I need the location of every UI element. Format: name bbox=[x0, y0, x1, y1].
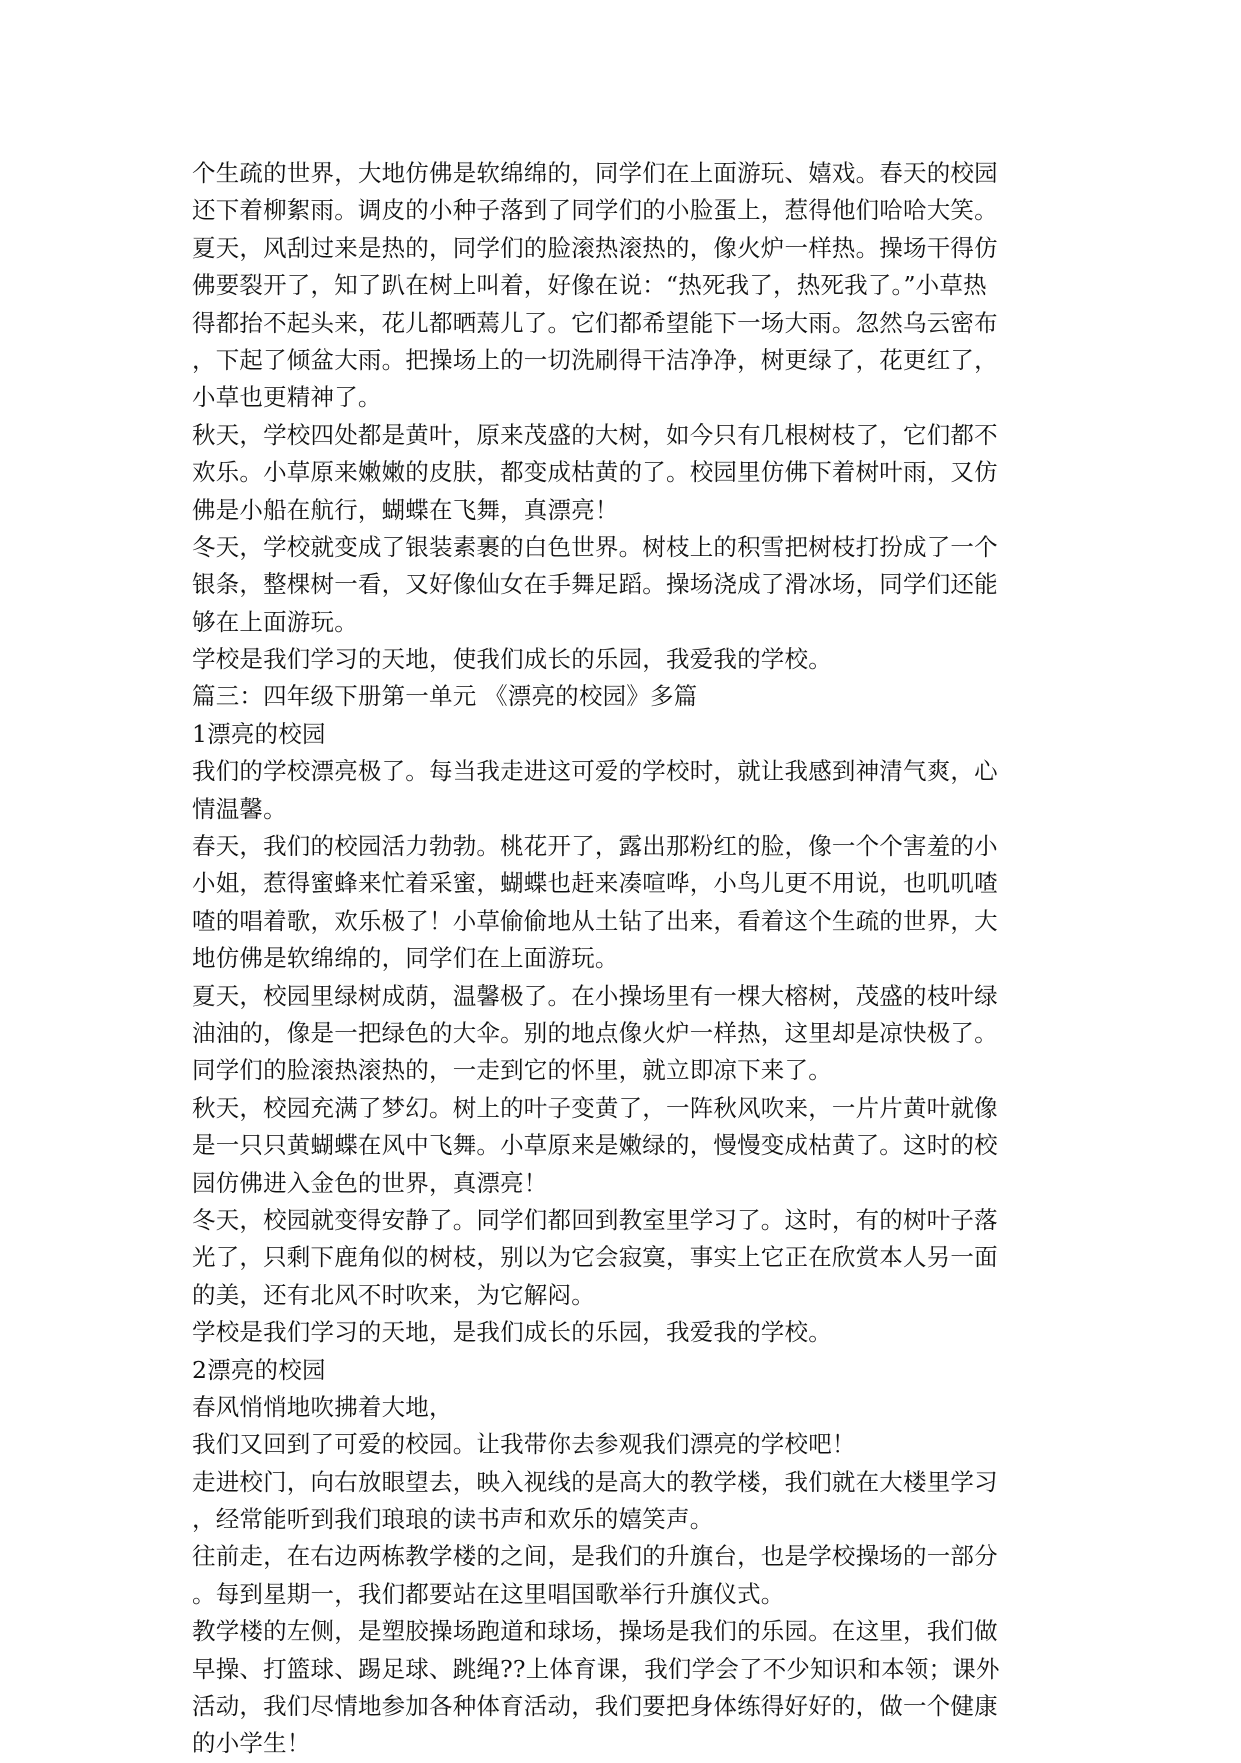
text-line: 活动，我们尽情地参加各种体育活动，我们要把身体练得好好的，做一个健康 bbox=[192, 1692, 998, 1721]
text-line: 够在上面游玩。 bbox=[192, 607, 358, 636]
text-line: 春天，我们的校园活力勃勃。桃花开了，露出那粉红的脸，像一个个害羞的小 bbox=[192, 832, 998, 861]
text-line: 得都抬不起头来，花儿都晒蔫儿了。它们都希望能下一场大雨。忽然乌云密布 bbox=[192, 308, 998, 337]
text-line: 是一只只黄蝴蝶在风中飞舞。小草原来是嫩绿的，慢慢变成枯黄了。这时的校 bbox=[192, 1131, 998, 1160]
text-line: 小姐，惹得蜜蜂来忙着采蜜，蝴蝶也赶来凑喧哗，小鸟儿更不用说，也叽叽喳 bbox=[192, 869, 998, 898]
section-heading: 篇三：四年级下册第一单元 《漂亮的校园》多篇 bbox=[192, 682, 698, 711]
text-line: 佛是小船在航行，蝴蝶在飞舞，真漂亮！ bbox=[192, 495, 619, 524]
text-line: 。每到星期一，我们都要站在这里唱国歌举行升旗仪式。 bbox=[192, 1579, 785, 1608]
text-line: ，经常能听到我们琅琅的读书声和欢乐的嬉笑声。 bbox=[192, 1505, 714, 1534]
text-line: 还下着柳絮雨。调皮的小种子落到了同学们的小脸蛋上，惹得他们哈哈大笑。 bbox=[192, 196, 998, 225]
text-line: 教学楼的左侧，是塑胶操场跑道和球场，操场是我们的乐园。在这里，我们做 bbox=[192, 1617, 998, 1646]
text-line: 的小学生！ bbox=[192, 1729, 311, 1758]
text-line: 往前走，在右边两栋教学楼的之间，是我们的升旗台，也是学校操场的一部分 bbox=[192, 1542, 998, 1571]
document-body bbox=[192, 155, 1072, 1763]
text-line: 同学们的脸滚热滚热的，一走到它的怀里，就立即凉下来了。 bbox=[192, 1056, 832, 1085]
text-line: 走进校门，向右放眼望去，映入视线的是高大的教学楼，我们就在大楼里学习 bbox=[192, 1467, 998, 1496]
text-line: 夏天，风刮过来是热的，同学们的脸滚热滚热的，像火炉一样热。操场干得仿 bbox=[192, 233, 998, 262]
text-line: 小草也更精神了。 bbox=[192, 383, 382, 412]
text-line: 地仿佛是软绵绵的，同学们在上面游玩。 bbox=[192, 944, 619, 973]
text-line: 冬天，校园就变得安静了。同学们都回到教室里学习了。这时，有的树叶子落 bbox=[192, 1205, 998, 1234]
text-line: 学校是我们学习的天地，使我们成长的乐园，我爱我的学校。 bbox=[192, 645, 832, 674]
text-line: 夏天，校园里绿树成荫，温馨极了。在小操场里有一棵大榕树，茂盛的枝叶绿 bbox=[192, 981, 998, 1010]
article-title: 1漂亮的校园 bbox=[192, 719, 326, 748]
text-line: ，下起了倾盆大雨。把操场上的一切洗刷得干洁净净，树更绿了，花更红了， bbox=[192, 345, 998, 374]
text-line: 情温馨。 bbox=[192, 794, 287, 823]
text-line: 喳的唱着歌，欢乐极了！小草偷偷地从土钻了出来，看着这个生疏的世界，大 bbox=[192, 906, 998, 935]
text-line: 光了，只剩下鹿角似的树枝，别以为它会寂寞，事实上它正在欣赏本人另一面 bbox=[192, 1243, 998, 1272]
article-title: 2漂亮的校园 bbox=[192, 1355, 326, 1384]
text-line: 秋天，学校四处都是黄叶，原来茂盛的大树，如今只有几根树枝了，它们都不 bbox=[192, 420, 998, 449]
text-line: 的美，还有北风不时吹来，为它解闷。 bbox=[192, 1280, 595, 1309]
text-line: 早操、打篮球、踢足球、跳绳??上体育课，我们学会了不少知识和本领；课外 bbox=[192, 1654, 1000, 1683]
text-line: 冬天，学校就变成了银装素裹的白色世界。树枝上的积雪把树枝打扮成了一个 bbox=[192, 532, 998, 561]
text-line: 我们的学校漂亮极了。每当我走进这可爱的学校时，就让我感到神清气爽，心 bbox=[192, 757, 998, 786]
text-line: 个生疏的世界，大地仿佛是软绵绵的，同学们在上面游玩、嬉戏。春天的校园 bbox=[192, 159, 998, 187]
text-line: 园仿佛进入金色的世界，真漂亮！ bbox=[192, 1168, 548, 1197]
text-line: 春风悄悄地吹拂着大地， bbox=[192, 1392, 453, 1421]
text-line: 我们又回到了可爱的校园。让我带你去参观我们漂亮的学校吧！ bbox=[192, 1430, 856, 1459]
text-line: 佛要裂开了，知了趴在树上叫着，好像在说：“热死我了，热死我了。”小草热 bbox=[192, 271, 987, 300]
text-line: 欢乐。小草原来嫩嫩的皮肤，都变成枯黄的了。校园里仿佛下着树叶雨，又仿 bbox=[192, 458, 998, 487]
text-line: 学校是我们学习的天地，是我们成长的乐园，我爱我的学校。 bbox=[192, 1318, 832, 1347]
text-line: 银条，整棵树一看，又好像仙女在手舞足蹈。操场浇成了滑冰场，同学们还能 bbox=[192, 570, 998, 599]
text-line: 油油的，像是一把绿色的大伞。别的地点像火炉一样热，这里却是凉快极了。 bbox=[192, 1018, 998, 1047]
text-line: 秋天，校园充满了梦幻。树上的叶子变黄了，一阵秋风吹来，一片片黄叶就像 bbox=[192, 1093, 998, 1122]
